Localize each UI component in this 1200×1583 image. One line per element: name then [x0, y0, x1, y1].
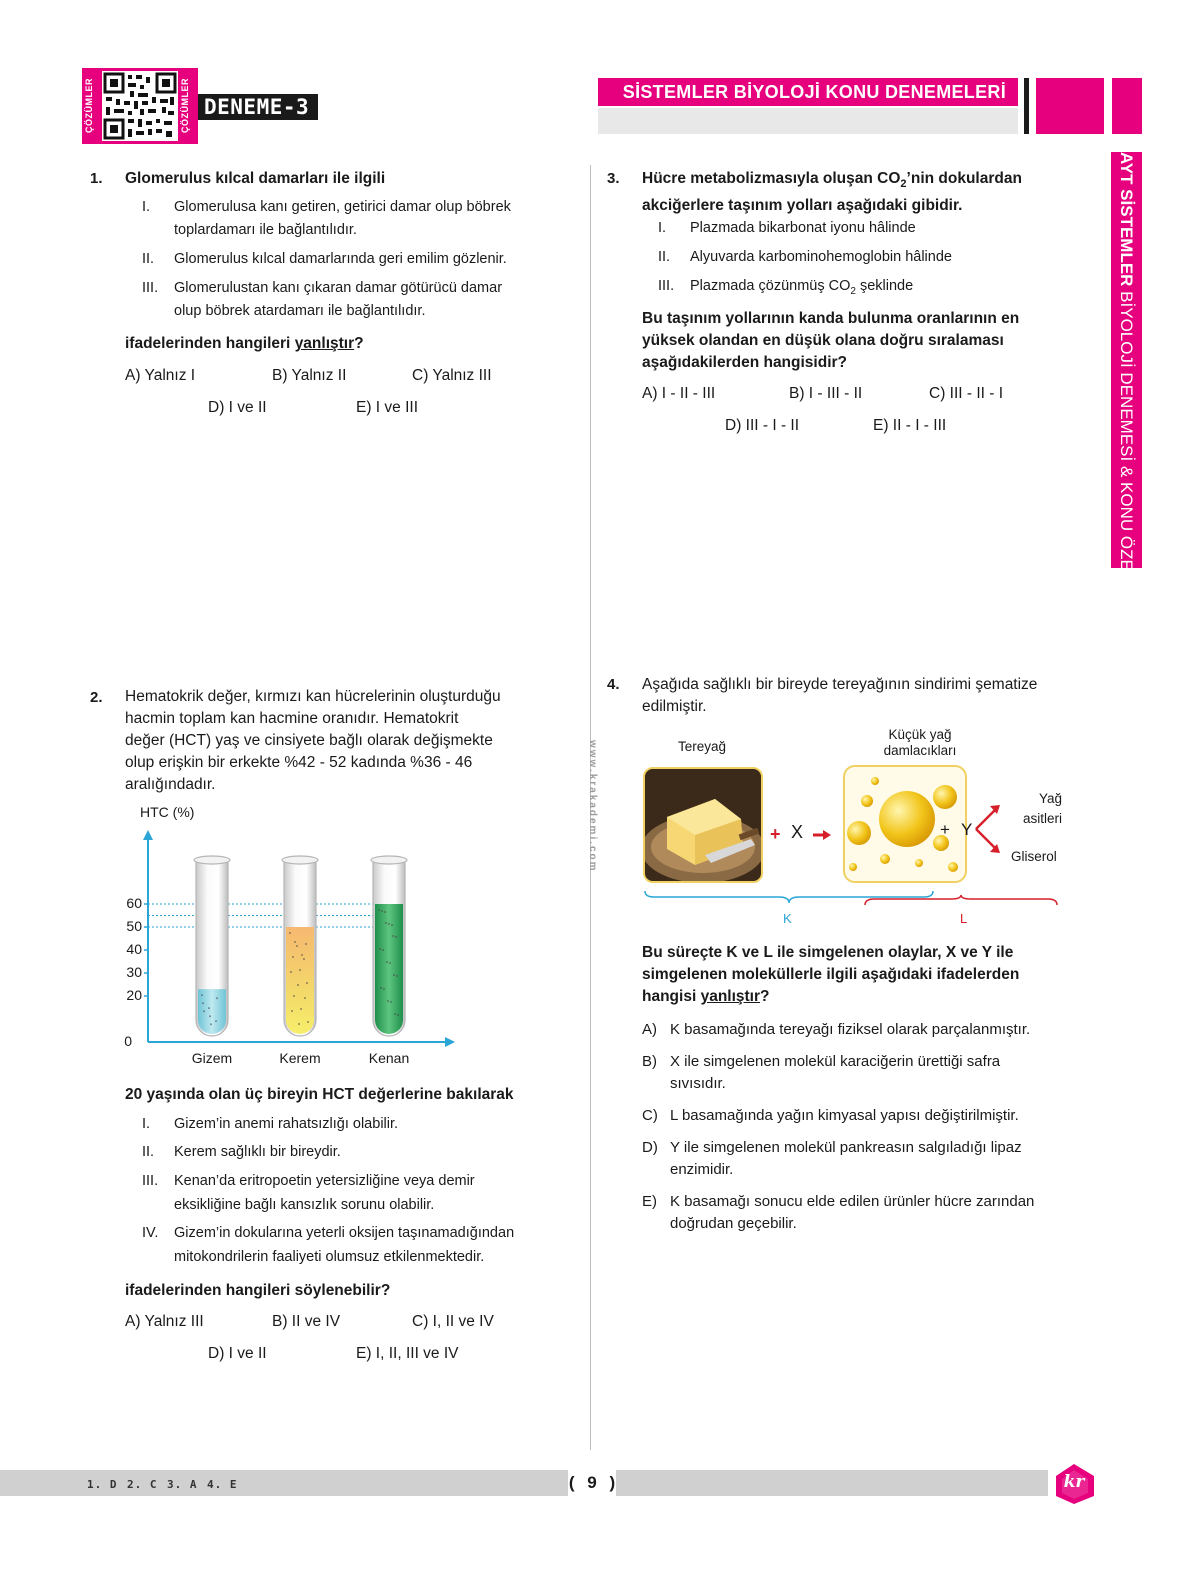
q4-number: 4.: [607, 676, 620, 693]
arrow-right-icon: [813, 828, 833, 840]
droplets-label-line-1: Küçük yağ: [888, 727, 952, 742]
plus-y: +: [940, 820, 950, 839]
header-pink-block-small: [1112, 78, 1142, 134]
q2-item-3: [142, 1170, 562, 1218]
q1-item-1-line1: Glomerulusa kanı getiren, getirici damar olup böbrek: [174, 199, 511, 215]
q2-stem-line-2: hacmin toplam kan hacmine oranıdır. Hematokrit: [125, 710, 459, 727]
side-tab-rest: BİYOLOJİ DENEMESİ & KONU ÖZETLERİ: [1117, 286, 1136, 619]
answer-1: 1. D: [87, 1478, 118, 1491]
qr-side-label-left: ÇÖZÜMLER: [84, 78, 94, 134]
q1-item-3-line1: Glomerulustan kanı çıkaran damar götürücü damar: [174, 280, 503, 296]
q3-option-c[interactable]: C) III - II - I: [929, 385, 1004, 402]
q4-option-e-line1: K basamağı sonucu elde edilen ürünler hücre zarından: [670, 1193, 1035, 1210]
q4-question-line-1: Bu süreçte K ve L ile simgelenen olaylar, X ve Y ile: [642, 944, 1014, 961]
q1-question-lead: ifadelerinden hangileri: [125, 335, 295, 352]
q2-item-4: [142, 1222, 562, 1270]
q2-item-4-roman: IV.: [142, 1225, 159, 1241]
q1-item-1-line2: toplardamarı ile bağlantılıdır.: [174, 222, 357, 238]
q3-item-1-roman: I.: [658, 220, 667, 236]
q4-option-b-line2: sıvısıdır.: [670, 1075, 726, 1092]
qr-side-label-right: ÇÖZÜMLER: [180, 78, 190, 134]
y-tick-label-30: 30: [126, 964, 142, 980]
q3-item-3: [658, 275, 1078, 301]
droplets-label-line-2: damlacıkları: [883, 743, 957, 758]
q2-item-3-line1: Kenan’da eritropoetin yetersizliğine veya demir: [174, 1173, 475, 1189]
x-tick-label-gizem: Gizem: [191, 1050, 233, 1066]
q1-item-2-roman: II.: [142, 251, 155, 267]
q4-question-mark: ?: [760, 988, 770, 1005]
q2-option-d[interactable]: D) I ve II: [208, 1345, 267, 1362]
q1-question-underlined: yanlıştır: [294, 335, 355, 352]
q2-option-e[interactable]: E) I, II, III ve IV: [356, 1345, 459, 1362]
q4-question-underlined: yanlıştır: [700, 988, 761, 1005]
q3-question-line-1: Bu taşınım yollarının kanda bulunma oranlarının en: [642, 310, 1020, 327]
q4-question-lead: hangisi: [642, 988, 701, 1005]
y-tick-label-0: 0: [124, 1033, 132, 1049]
test-tube-gizem: [194, 856, 230, 1036]
q3-item-2-text: Alyuvarda karbominohemoglobin hâlinde: [690, 249, 952, 265]
hct-chart-svg: [100, 800, 480, 1080]
q2-item-2: [142, 1141, 562, 1165]
x-label: X: [791, 822, 804, 842]
watermark: www.krakademi.com: [587, 740, 598, 873]
q3-item-2-roman: II.: [658, 249, 671, 265]
x-tick-label-kerem: Kerem: [279, 1050, 321, 1066]
q3-item-3-part-b: şeklinde: [855, 278, 914, 294]
q4-option-d-line1: Y ile simgelenen molekül pankreasın salgıladığı lipaz: [670, 1139, 1022, 1156]
side-tab-bold: AYT SİSTEMLER: [1117, 152, 1136, 287]
q4-option-e-line2: doğrudan geçebilir.: [670, 1215, 797, 1232]
q1-item-1-roman: I.: [142, 199, 151, 215]
q1-stem: Glomerulus kılcal damarları ile ilgili: [125, 170, 386, 187]
q3-stem: [642, 168, 1082, 217]
q3-option-d[interactable]: D) III - I - II: [725, 417, 800, 434]
q3-item-1: [658, 217, 1078, 241]
fatty-acids-label: [1018, 789, 1062, 829]
q2-item-1-roman: I.: [142, 1116, 151, 1132]
q3-question-line-2: yüksek olandan en düşük olana doğru sıralaması: [642, 332, 1004, 349]
l-label: L: [960, 911, 968, 926]
q1-option-e[interactable]: E) I ve III: [356, 399, 419, 416]
fatty-acids-line-2: asitleri: [1022, 811, 1062, 826]
q1-option-a[interactable]: A) Yalnız I: [125, 367, 196, 384]
q1-item-1: [142, 196, 562, 244]
y-tick-label-40: 40: [126, 941, 142, 957]
q2-option-a[interactable]: A) Yalnız III: [125, 1313, 204, 1330]
q2-stem-line-4: olup erişkin bir erkekte %42 - 52 kadında %36 - 46: [125, 754, 473, 771]
q1-item-2-line1: Glomerulus kılcal damarlarında geri emilim gözlenir.: [174, 251, 507, 267]
page-number-value: 9: [587, 1473, 597, 1492]
publisher-logo[interactable]: [1050, 1462, 1098, 1506]
plus-x: +: [770, 824, 781, 844]
q1-item-2: [142, 248, 562, 272]
q3-stem-subscript: 2: [900, 178, 907, 191]
glycerol-label: Gliserol: [1011, 849, 1057, 864]
q3-option-e[interactable]: E) II - I - III: [873, 417, 947, 434]
q3-item-2: [658, 246, 1078, 270]
page-number-open: (: [568, 1473, 575, 1492]
answer-2: 2. C: [127, 1478, 158, 1491]
hct-bar-kerem: [286, 927, 314, 1034]
q2-item-4-line2: mitokondrilerin faaliyeti olumsuz etkilenmektedir.: [174, 1249, 485, 1265]
q4-option-c-key: C): [642, 1107, 658, 1124]
q1-option-b[interactable]: B) Yalnız II: [272, 367, 347, 384]
q1-option-c[interactable]: C) Yalnız III: [412, 367, 492, 384]
hct-chart: [100, 800, 480, 1080]
q3-option-b[interactable]: B) I - III - II: [789, 385, 863, 402]
x-axis-arrow-icon: [445, 1037, 455, 1047]
digestion-diagram: [640, 725, 1080, 930]
q4-option-e[interactable]: [642, 1191, 1082, 1235]
exam-title: DENEME-3: [198, 94, 318, 120]
q4-stem-line-1: Aşağıda sağlıklı bir bireyde tereyağının sindirimi şematize: [642, 676, 1038, 693]
q4-option-d-line2: enzimidir.: [670, 1161, 734, 1178]
q2-item-3-roman: III.: [142, 1173, 159, 1189]
y-tick-label-50: 50: [126, 918, 142, 934]
q3-question: [642, 308, 1082, 374]
qr-code-block[interactable]: [82, 68, 198, 144]
q2-item-3-line2: eksikliğine bağlı kansızlık sorunu olabilir.: [174, 1197, 435, 1213]
answer-4: 4. E: [207, 1478, 238, 1491]
q2-item-1-line1: Gizem’in anemi rahatsızlığı olabilir.: [174, 1116, 399, 1132]
q4-option-b-line1: X ile simgelenen molekül karaciğerin ürettiği safra: [670, 1053, 1001, 1070]
q1-question: [125, 333, 364, 355]
q4-option-a-line1: K basamağında tereyağı fiziksel olarak parçalanmıştır.: [670, 1021, 1031, 1038]
q4-question-line-2: simgelenen moleküllerle ilgili aşağıdaki ifadelerden: [642, 966, 1020, 983]
q3-item-1-text: Plazmada bikarbonat iyonu hâlinde: [690, 220, 916, 236]
header-black-bar: [1024, 78, 1029, 134]
y-label: Y: [961, 820, 973, 839]
page-number-close: ): [609, 1473, 616, 1492]
q4-option-b-key: B): [642, 1053, 657, 1070]
q4-option-a[interactable]: [642, 1019, 1082, 1041]
q3-item-3-subscript: 2: [850, 285, 856, 297]
q2-item-2-roman: II.: [142, 1144, 155, 1160]
droplets-label: [840, 727, 1000, 759]
fatty-acids-line-1: Yağ: [1038, 791, 1062, 806]
y-tick-label-60: 60: [126, 895, 142, 911]
q2-stem-line-5: aralığındadır.: [125, 776, 216, 793]
q2-item-1: [142, 1113, 562, 1137]
q4-option-b[interactable]: [642, 1051, 1082, 1095]
q2-question-lead: 20 yaşında olan üç bireyin HCT değerlerine bakılarak: [125, 1086, 514, 1103]
q2-option-b[interactable]: B) II ve IV: [272, 1313, 341, 1330]
q2-item-2-line1: Kerem sağlıklı bir bireydir.: [174, 1144, 341, 1160]
q3-stem-line-1: [642, 168, 1082, 195]
q3-stem-part-b: ’nin dokulardan: [906, 170, 1022, 187]
q4-option-a-key: A): [642, 1021, 657, 1038]
branch-arrow-icon: [974, 801, 1004, 857]
q3-stem-part-a: Hücre metabolizmasıyla oluşan CO: [642, 170, 901, 187]
series-title: SİSTEMLER BİYOLOJİ KONU DENEMELERİ: [598, 78, 1018, 106]
q1-item-3: [142, 277, 562, 325]
q2-stem-line-1: Hematokrik değer, kırmızı kan hücrelerinin oluşturduğu: [125, 688, 501, 705]
q4-option-c-line1: L basamağında yağın kimyasal yapısı değiştirilmiştir.: [670, 1107, 1019, 1124]
q2-question: ifadelerinden hangileri söylenebilir?: [125, 1282, 391, 1299]
q3-item-3-part-a: Plazmada çözünmüş CO: [690, 278, 851, 294]
q4-option-d-key: D): [642, 1139, 658, 1156]
answer-3: 3. A: [167, 1478, 198, 1491]
q1-item-3-roman: III.: [142, 280, 159, 296]
q3-item-3-roman: III.: [658, 278, 675, 294]
header-gray-band: [598, 108, 1018, 134]
logo-text: kr: [1063, 1472, 1085, 1492]
page-number: [568, 1470, 616, 1496]
y-tick-label-20: 20: [126, 987, 142, 1003]
q1-option-d[interactable]: D) I ve II: [208, 399, 267, 416]
q2-stem-line-3: değer (HCT) yaş ve cinsiyete bağlı olarak değişmekte: [125, 732, 493, 749]
q4-question: [642, 942, 1082, 1008]
q3-option-a[interactable]: A) I - II - III: [642, 385, 716, 402]
q4-option-e-key: E): [642, 1193, 657, 1210]
test-tube-kenan: [371, 856, 407, 1036]
q1-number: 1.: [90, 170, 103, 187]
q4-option-d[interactable]: [642, 1137, 1082, 1181]
qr-code-icon: [102, 71, 178, 141]
q2-stem: [125, 686, 565, 796]
test-tube-kerem: [282, 856, 318, 1036]
q3-stem-line-2: akciğerlere taşınım yolları aşağıdaki gibidir.: [642, 197, 963, 215]
chart-ylabel: HTC (%): [140, 804, 195, 820]
q3-item-3-text: [690, 275, 913, 303]
q2-item-4-line1: Gizem’in dokularına yeterli oksijen taşınamadığından: [174, 1225, 515, 1241]
q2-option-c[interactable]: C) I, II ve IV: [412, 1313, 494, 1330]
y-axis-arrow-icon: [143, 830, 153, 840]
q3-number: 3.: [607, 170, 620, 187]
q4-stem: [642, 674, 1082, 718]
q1-item-3-line2: olup böbrek atardamarı ile bağlantılıdır.: [174, 303, 426, 319]
header-pink-block: [1036, 78, 1104, 134]
q4-question-line-3: [642, 986, 1082, 1008]
butter-label: Tereyağ: [678, 739, 727, 754]
q3-question-line-3: aşağıdakilerden hangisidir?: [642, 354, 848, 371]
x-tick-label-kenan: Kenan: [368, 1050, 410, 1066]
q4-stem-line-2: edilmiştir.: [642, 698, 707, 715]
side-tab: [1111, 152, 1142, 619]
q2-number: 2.: [90, 689, 103, 706]
butter-image: [643, 767, 763, 883]
q4-option-c[interactable]: [642, 1105, 1082, 1127]
k-label: K: [783, 911, 792, 926]
q1-question-mark: ?: [354, 335, 364, 352]
